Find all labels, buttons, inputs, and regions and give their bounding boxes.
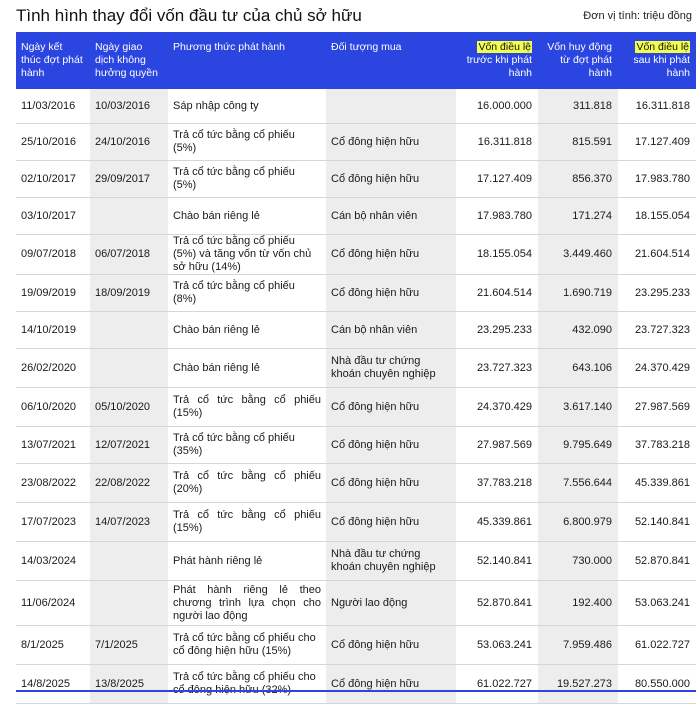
cell-capital-after: 53.063.241 [618, 581, 696, 626]
cell-capital-after: 17.127.409 [618, 124, 696, 161]
cell-raised: 171.274 [538, 198, 618, 235]
cell-capital-before: 17.127.409 [456, 161, 538, 198]
highlight-capital-before: Vốn điều lệ [478, 41, 531, 53]
cell-capital-after: 17.983.780 [618, 161, 696, 198]
cell-capital-before: 18.155.054 [456, 235, 538, 275]
cell-no-rights-date: 05/10/2020 [90, 388, 168, 427]
table-row [16, 464, 696, 503]
cell-end-date: 23/08/2022 [16, 464, 90, 503]
cell-no-rights-date: 14/07/2023 [90, 503, 168, 542]
cell-method: Trả cổ tức bằng cổ phiếu (8%) [168, 275, 326, 312]
cell-method: Trả cổ tức bằng cổ phiếu (15%) [168, 388, 326, 427]
cell-raised: 730.000 [538, 542, 618, 581]
table-row [16, 89, 696, 124]
cell-raised: 643.106 [538, 349, 618, 388]
table-row [16, 275, 696, 312]
cell-end-date: 09/07/2018 [16, 235, 90, 275]
header-target: Đối tượng mua [326, 32, 456, 89]
page-header [0, 0, 700, 32]
cell-end-date: 11/06/2024 [16, 581, 90, 626]
capital-change-table [16, 32, 696, 704]
cell-end-date: 19/09/2019 [16, 275, 90, 312]
cell-method: Trả cổ tức bằng cổ phiếu cho cổ đông hiện hữu (15%) [168, 626, 326, 665]
table-header-row [16, 32, 696, 89]
cell-method: Phát hành riêng lẻ [168, 542, 326, 581]
cell-method: Trả cổ tức bằng cổ phiếu (5%) [168, 161, 326, 198]
cell-capital-before: 27.987.569 [456, 427, 538, 464]
cell-method: Trả cổ tức bằng cổ phiếu (5%) [168, 124, 326, 161]
cell-target: Cổ đông hiện hữu [326, 503, 456, 542]
cell-end-date: 13/07/2021 [16, 427, 90, 464]
cell-capital-after: 61.022.727 [618, 626, 696, 665]
cell-end-date: 03/10/2017 [16, 198, 90, 235]
cell-capital-before: 21.604.514 [456, 275, 538, 312]
cell-end-date: 8/1/2025 [16, 626, 90, 665]
cell-target: Cổ đông hiện hữu [326, 427, 456, 464]
cell-capital-after: 24.370.429 [618, 349, 696, 388]
cell-no-rights-date: 06/07/2018 [90, 235, 168, 275]
cell-target: Cổ đông hiện hữu [326, 124, 456, 161]
cell-no-rights-date [90, 312, 168, 349]
table-row [16, 312, 696, 349]
cell-capital-before: 61.022.727 [456, 665, 538, 704]
cell-method: Trả cổ tức bằng cổ phiếu cho [168, 665, 326, 704]
cell-no-rights-date: 29/09/2017 [90, 161, 168, 198]
cell-no-rights-date [90, 349, 168, 388]
cell-method: Chào bán riêng lẻ [168, 349, 326, 388]
cell-raised: 856.370 [538, 161, 618, 198]
cell-end-date: 17/07/2023 [16, 503, 90, 542]
header-capital-after [618, 32, 696, 89]
cell-end-date: 14/10/2019 [16, 312, 90, 349]
cell-method: Trả cổ tức bằng cổ phiếu (35%) [168, 427, 326, 464]
table-row [16, 124, 696, 161]
header-no-rights-date: Ngày giao dịch không hưởng quyền [90, 32, 168, 89]
header-capital-before [456, 32, 538, 89]
cell-target: Cổ đông hiện hữu [326, 275, 456, 312]
cell-method: Sáp nhập công ty [168, 89, 326, 124]
cell-capital-before: 53.063.241 [456, 626, 538, 665]
cell-capital-after: 21.604.514 [618, 235, 696, 275]
table-row [16, 198, 696, 235]
cell-no-rights-date: 13/8/2025 [90, 665, 168, 704]
cell-no-rights-date [90, 198, 168, 235]
cell-capital-before: 17.983.780 [456, 198, 538, 235]
cell-capital-before: 52.870.841 [456, 581, 538, 626]
cell-raised: 815.591 [538, 124, 618, 161]
cell-method: Trả cổ tức bằng cổ phiếu (20%) [168, 464, 326, 503]
highlight-capital-after: Vốn điều lệ [636, 41, 689, 53]
cell-method: Trả cổ tức bằng cổ phiếu (5%) và tăng vốn từ vốn chủ sở hữu (14%) [168, 235, 326, 275]
cell-no-rights-date [90, 581, 168, 626]
header-capital-before-rest: trước khi phát hành [466, 54, 532, 79]
cell-capital-after: 23.727.323 [618, 312, 696, 349]
cell-no-rights-date: 22/08/2022 [90, 464, 168, 503]
cell-end-date: 11/03/2016 [16, 89, 90, 124]
cell-raised: 7.959.486 [538, 626, 618, 665]
cell-capital-after: 37.783.218 [618, 427, 696, 464]
cell-capital-before: 52.140.841 [456, 542, 538, 581]
cell-target: Cổ đông hiện hữu [326, 626, 456, 665]
cell-raised: 311.818 [538, 89, 618, 124]
cell-target: Nhà đầu tư chứng khoán chuyên nghiệp [326, 542, 456, 581]
cell-no-rights-date: 18/09/2019 [90, 275, 168, 312]
cell-capital-after: 52.870.841 [618, 542, 696, 581]
cell-capital-before: 37.783.218 [456, 464, 538, 503]
cell-capital-before: 16.311.818 [456, 124, 538, 161]
cell-method: Phát hành riêng lẻ theo chương trình lựa chọn cho người lao động [168, 581, 326, 626]
cell-capital-after: 45.339.861 [618, 464, 696, 503]
cell-no-rights-date [90, 542, 168, 581]
cell-end-date: 02/10/2017 [16, 161, 90, 198]
cell-raised: 6.800.979 [538, 503, 618, 542]
cell-capital-after: 23.295.233 [618, 275, 696, 312]
table-row [16, 235, 696, 275]
cell-target: Cán bộ nhân viên [326, 312, 456, 349]
cell-method: Chào bán riêng lẻ [168, 312, 326, 349]
cell-method: Chào bán riêng lẻ [168, 198, 326, 235]
cell-raised: 19.527.273 [538, 665, 618, 704]
cell-end-date: 25/10/2016 [16, 124, 90, 161]
cell-target: Người lao động [326, 581, 456, 626]
table-row [16, 542, 696, 581]
cell-end-date: 06/10/2020 [16, 388, 90, 427]
cell-raised: 3.617.140 [538, 388, 618, 427]
cell-target: Cổ đông hiện hữu [326, 161, 456, 198]
table-row [16, 626, 696, 665]
unit-note: Đơn vị tính: triệu đồng [583, 10, 692, 22]
cell-target: Cổ đông hiện hữu [326, 464, 456, 503]
table-row [16, 349, 696, 388]
cell-no-rights-date: 10/03/2016 [90, 89, 168, 124]
cell-end-date: 26/02/2020 [16, 349, 90, 388]
header-end-date: Ngày kết thúc đợt phát hành [16, 32, 90, 89]
cell-target: Nhà đầu tư chứng khoán chuyên nghiệp [326, 349, 456, 388]
cell-capital-after: 18.155.054 [618, 198, 696, 235]
cell-target [326, 89, 456, 124]
cell-target: Cổ đông hiện hữu [326, 388, 456, 427]
cell-capital-after: 52.140.841 [618, 503, 696, 542]
table-row [16, 388, 696, 427]
header-capital-after-rest: sau khi phát hành [633, 54, 690, 79]
cell-capital-after: 16.311.818 [618, 89, 696, 124]
table-row [16, 581, 696, 626]
cell-end-date: 14/8/2025 [16, 665, 90, 704]
table-row [16, 665, 696, 704]
cell-capital-before: 16.000.000 [456, 89, 538, 124]
table-row [16, 503, 696, 542]
cell-capital-after: 27.987.569 [618, 388, 696, 427]
cell-raised: 7.556.644 [538, 464, 618, 503]
cell-capital-before: 23.727.323 [456, 349, 538, 388]
cell-target: Cổ đông hiện hữu [326, 235, 456, 275]
header-method: Phương thức phát hành [168, 32, 326, 89]
cell-target: Cổ đông hiện hữu [326, 665, 456, 704]
table-row [16, 427, 696, 464]
cell-raised: 192.400 [538, 581, 618, 626]
cell-no-rights-date: 24/10/2016 [90, 124, 168, 161]
cell-raised: 1.690.719 [538, 275, 618, 312]
cell-raised: 3.449.460 [538, 235, 618, 275]
cell-target: Cán bộ nhân viên [326, 198, 456, 235]
cell-no-rights-date: 7/1/2025 [90, 626, 168, 665]
cell-capital-before: 24.370.429 [456, 388, 538, 427]
table-row [16, 161, 696, 198]
bottom-rule [16, 690, 696, 692]
cell-raised: 432.090 [538, 312, 618, 349]
cell-no-rights-date: 12/07/2021 [90, 427, 168, 464]
page-title: Tình hình thay đổi vốn đầu tư của chủ sở hữu [16, 6, 362, 25]
cell-end-date: 14/03/2024 [16, 542, 90, 581]
cell-capital-before: 45.339.861 [456, 503, 538, 542]
cell-capital-before: 23.295.233 [456, 312, 538, 349]
header-raised: Vốn huy động từ đợt phát hành [538, 32, 618, 89]
cell-raised: 9.795.649 [538, 427, 618, 464]
cell-capital-after: 80.550.000 [618, 665, 696, 704]
cell-method: Trả cổ tức bằng cổ phiếu (15%) [168, 503, 326, 542]
